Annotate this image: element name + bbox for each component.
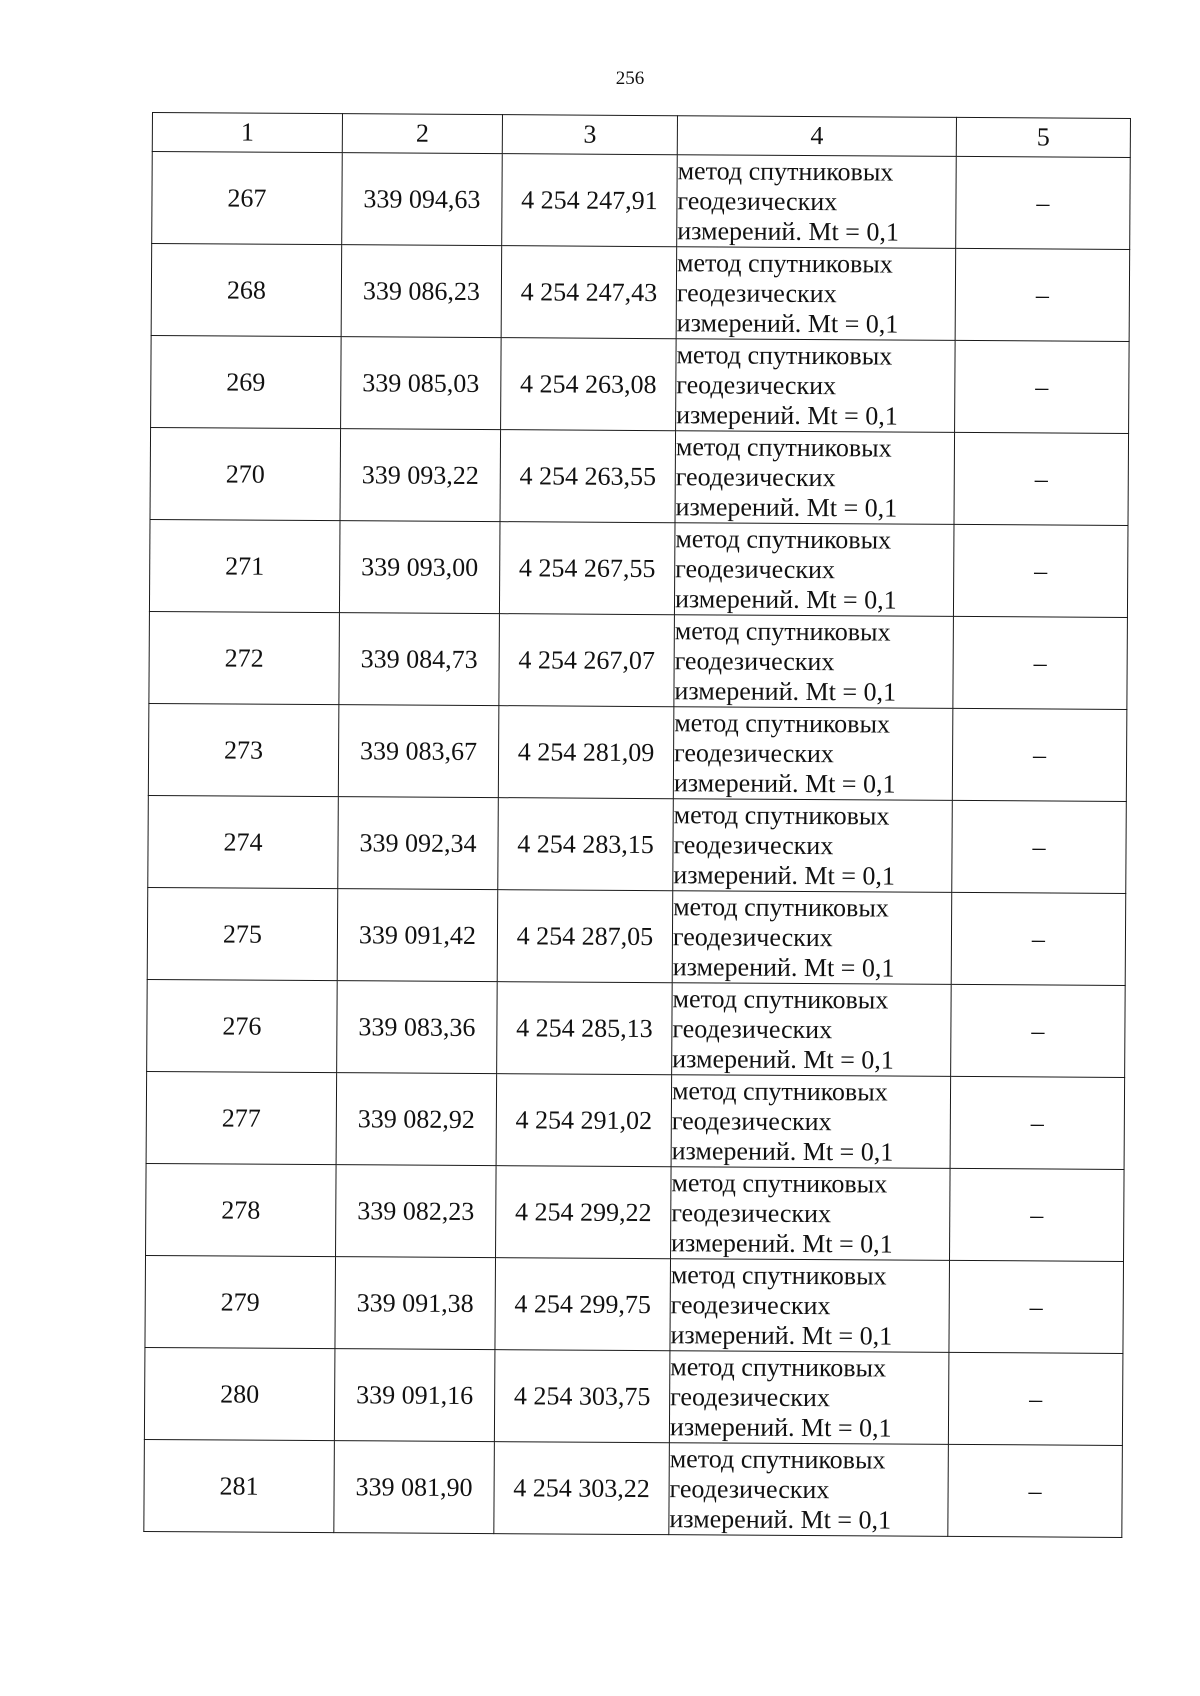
x-coordinate-cell: 339 081,90 xyxy=(334,1441,495,1534)
table-row xyxy=(147,887,1126,985)
column-header-1: 1 xyxy=(152,113,342,153)
method-line: измерений. Mt = 0,1 xyxy=(672,1043,894,1075)
table-row xyxy=(151,335,1130,433)
note-cell: – xyxy=(955,340,1130,433)
method-line: метод спутниковых xyxy=(670,1259,887,1291)
point-number-cell: 268 xyxy=(151,244,342,337)
point-number-cell: 280 xyxy=(144,1347,335,1440)
column-header-2: 2 xyxy=(342,114,502,154)
method-line: геодезических xyxy=(671,1197,832,1228)
coordinates-table xyxy=(143,112,1131,1538)
method-line: метод спутниковых xyxy=(669,1443,886,1475)
note-cell: – xyxy=(948,1444,1123,1537)
table-row xyxy=(149,519,1128,617)
method-line: измерений. Mt = 0,1 xyxy=(676,399,898,431)
x-coordinate-cell: 339 083,67 xyxy=(338,705,499,798)
method-line: метод спутниковых xyxy=(675,523,892,555)
note-cell: – xyxy=(948,1352,1123,1445)
method-line: метод спутниковых xyxy=(675,431,892,463)
note-cell: – xyxy=(951,892,1126,985)
point-number-cell: 278 xyxy=(146,1163,337,1256)
point-number-cell: 273 xyxy=(148,703,339,796)
method-line: измерений. Mt = 0,1 xyxy=(677,215,899,247)
method-cell xyxy=(677,155,957,249)
method-line: геодезических xyxy=(670,1381,830,1412)
point-number-cell: 272 xyxy=(149,611,340,704)
note-cell: – xyxy=(955,248,1130,341)
method-line: измерений. Mt = 0,1 xyxy=(673,767,896,799)
x-coordinate-cell: 339 091,16 xyxy=(334,1349,495,1442)
method-cell xyxy=(669,1351,949,1445)
method-line: метод спутниковых xyxy=(670,1351,887,1383)
note-cell: – xyxy=(949,1168,1124,1261)
note-cell: – xyxy=(950,1076,1125,1169)
method-line: измерений. Mt = 0,1 xyxy=(669,1503,892,1535)
table-row xyxy=(146,1163,1125,1261)
method-line: измерений. Mt = 0,1 xyxy=(671,1135,894,1167)
x-coordinate-cell: 339 086,23 xyxy=(341,245,502,338)
method-line: измерений. Mt = 0,1 xyxy=(673,859,896,891)
method-cell xyxy=(675,431,955,525)
y-coordinate-cell: 4 254 263,55 xyxy=(500,430,676,523)
y-coordinate-cell: 4 254 285,13 xyxy=(497,982,673,1075)
point-number-cell: 267 xyxy=(152,152,343,245)
y-coordinate-cell: 4 254 267,07 xyxy=(499,614,675,707)
table-row xyxy=(144,1439,1123,1537)
method-line: геодезических xyxy=(673,829,834,860)
method-cell xyxy=(676,247,956,341)
method-line: измерений. Mt = 0,1 xyxy=(675,491,898,523)
x-coordinate-cell: 339 085,03 xyxy=(341,337,502,430)
method-line: метод спутниковых xyxy=(677,247,893,279)
column-header-3: 3 xyxy=(502,115,677,155)
method-line: измерений. Mt = 0,1 xyxy=(670,1319,893,1351)
y-coordinate-cell: 4 254 247,43 xyxy=(501,246,677,339)
method-cell xyxy=(671,1167,951,1261)
method-line: измерений. Mt = 0,1 xyxy=(674,583,897,615)
x-coordinate-cell: 339 082,92 xyxy=(336,1073,497,1166)
method-line: метод спутниковых xyxy=(671,1167,888,1199)
method-cell xyxy=(673,799,953,893)
x-coordinate-cell: 339 093,00 xyxy=(339,521,500,614)
table-row xyxy=(148,703,1127,801)
x-coordinate-cell: 339 082,23 xyxy=(336,1165,497,1258)
table-row xyxy=(152,152,1131,250)
x-coordinate-cell: 339 092,34 xyxy=(338,797,499,890)
point-number-cell: 271 xyxy=(149,519,340,612)
table-header-row xyxy=(152,113,1130,158)
x-coordinate-cell: 339 083,36 xyxy=(337,981,498,1074)
note-cell: – xyxy=(949,1260,1124,1353)
method-line: метод спутниковых xyxy=(676,339,893,371)
y-coordinate-cell: 4 254 303,75 xyxy=(494,1350,670,1443)
table-row xyxy=(147,979,1126,1077)
y-coordinate-cell: 4 254 263,08 xyxy=(501,338,677,431)
column-header-4: 4 xyxy=(677,116,956,157)
method-line: измерений. Mt = 0,1 xyxy=(671,1227,893,1259)
y-coordinate-cell: 4 254 303,22 xyxy=(494,1442,670,1535)
method-line: метод спутниковых xyxy=(671,1075,888,1107)
y-coordinate-cell: 4 254 247,91 xyxy=(502,154,678,247)
method-line: измерений. Mt = 0,1 xyxy=(672,951,895,983)
x-coordinate-cell: 339 091,42 xyxy=(337,889,498,982)
y-coordinate-cell: 4 254 287,05 xyxy=(497,890,673,983)
y-coordinate-cell: 4 254 281,09 xyxy=(498,706,674,799)
point-number-cell: 281 xyxy=(144,1439,335,1532)
method-line: метод спутниковых xyxy=(673,891,889,923)
table-row xyxy=(144,1347,1123,1445)
y-coordinate-cell: 4 254 299,22 xyxy=(496,1166,672,1259)
note-cell: – xyxy=(952,800,1127,893)
method-line: метод спутниковых xyxy=(672,983,889,1015)
method-line: метод спутниковых xyxy=(677,155,894,187)
point-number-cell: 270 xyxy=(150,427,341,520)
point-number-cell: 279 xyxy=(145,1255,336,1348)
method-line: геодезических xyxy=(671,1105,832,1136)
method-line: геодезических xyxy=(676,277,837,308)
method-line: измерений. Mt = 0,1 xyxy=(674,675,897,707)
method-line: геодезических xyxy=(675,553,836,584)
method-line: геодезических xyxy=(675,461,836,492)
method-cell xyxy=(669,1443,949,1537)
method-line: метод спутниковых xyxy=(673,799,890,831)
method-cell xyxy=(673,707,953,801)
note-cell: – xyxy=(952,708,1127,801)
y-coordinate-cell: 4 254 267,55 xyxy=(499,522,675,615)
point-number-cell: 277 xyxy=(146,1071,337,1164)
method-line: измерений. Mt = 0,1 xyxy=(676,307,899,339)
method-line: геодезических xyxy=(676,369,837,400)
table-row xyxy=(146,1071,1125,1169)
method-line: геодезических xyxy=(674,737,834,768)
y-coordinate-cell: 4 254 291,02 xyxy=(496,1074,672,1167)
column-header-5: 5 xyxy=(956,117,1130,157)
method-cell xyxy=(672,891,952,985)
table-row xyxy=(148,795,1127,893)
y-coordinate-cell: 4 254 283,15 xyxy=(498,798,674,891)
method-line: метод спутниковых xyxy=(674,615,891,647)
point-number-cell: 274 xyxy=(148,795,339,888)
method-line: измерений. Mt = 0,1 xyxy=(669,1411,892,1443)
note-cell: – xyxy=(953,616,1128,709)
x-coordinate-cell: 339 093,22 xyxy=(340,429,501,522)
note-cell: – xyxy=(954,432,1129,525)
method-cell xyxy=(670,1259,950,1353)
method-cell xyxy=(672,983,952,1077)
point-number-cell: 276 xyxy=(147,979,338,1072)
table-row xyxy=(151,244,1130,342)
method-line: геодезических xyxy=(669,1473,830,1504)
method-cell xyxy=(676,339,956,433)
point-number-cell: 275 xyxy=(147,887,338,980)
method-line: геодезических xyxy=(670,1289,831,1320)
table-row xyxy=(145,1255,1124,1353)
method-line: геодезических xyxy=(672,1013,833,1044)
table-row xyxy=(150,427,1129,525)
note-cell: – xyxy=(953,524,1128,617)
method-cell xyxy=(671,1075,951,1169)
table-body xyxy=(144,152,1130,1538)
point-number-cell: 269 xyxy=(151,335,342,428)
x-coordinate-cell: 339 084,73 xyxy=(339,613,500,706)
method-cell xyxy=(674,523,954,617)
note-cell: – xyxy=(951,984,1126,1077)
x-coordinate-cell: 339 094,63 xyxy=(342,153,503,246)
method-cell xyxy=(674,615,954,709)
method-line: метод спутниковых xyxy=(674,707,891,739)
table-row xyxy=(149,611,1128,709)
page-number: 256 xyxy=(615,68,645,89)
x-coordinate-cell: 339 091,38 xyxy=(335,1257,496,1350)
note-cell: – xyxy=(956,156,1131,249)
method-line: геодезических xyxy=(674,645,835,676)
method-line: геодезических xyxy=(672,921,833,952)
method-line: геодезических xyxy=(677,185,838,216)
y-coordinate-cell: 4 254 299,75 xyxy=(495,1258,671,1351)
